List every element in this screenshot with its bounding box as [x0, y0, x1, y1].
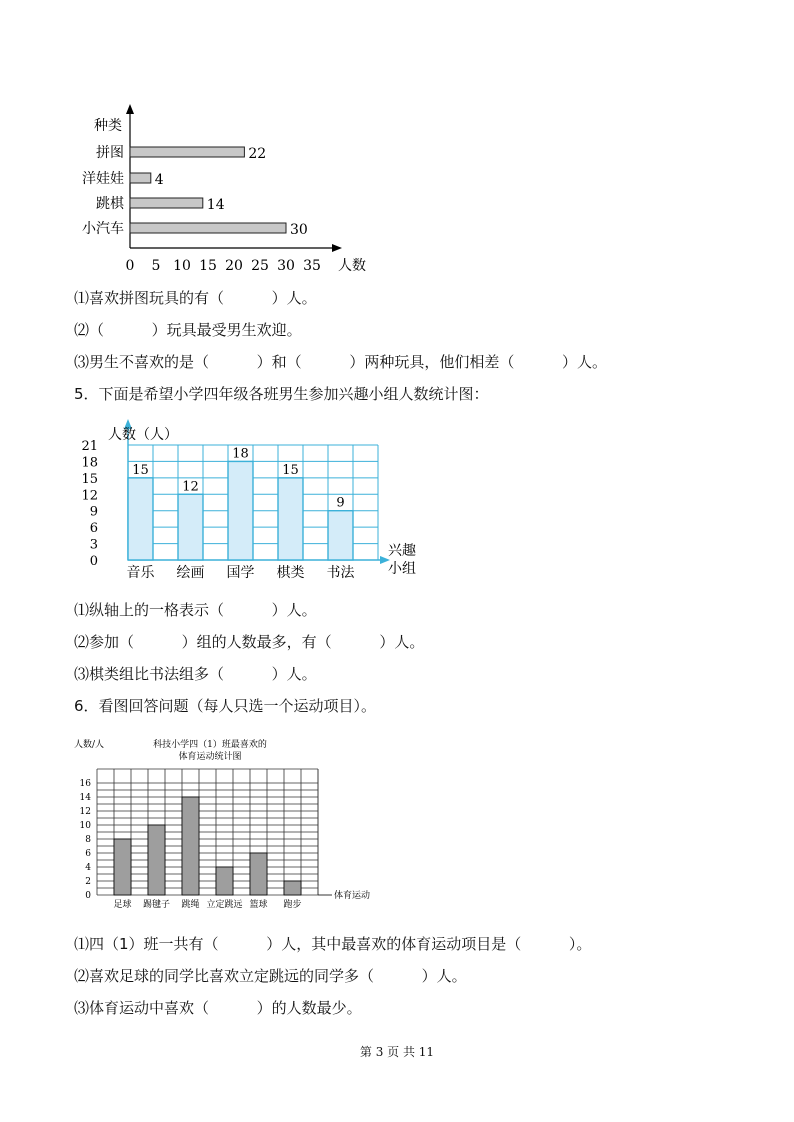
y-tick-label: 9 [89, 504, 98, 520]
chart-title-line2: 体育运动统计图 [178, 752, 242, 762]
y-axis-title: 人数（人） [108, 427, 178, 443]
y-tick-label: 6 [89, 521, 98, 537]
category-label: 踢毽子 [142, 900, 171, 910]
category-label: 国学 [226, 565, 255, 581]
y-tick-label: 12 [81, 488, 98, 504]
category-label: 立定跳远 [206, 900, 243, 910]
data-label: 4 [154, 172, 164, 188]
bar [130, 173, 151, 183]
bar [278, 478, 303, 560]
q5-heading: 5．下面是希望小学四年级各班男生参加兴趣小组人数统计图： [74, 385, 489, 403]
q6-heading: 6．看图回答问题（每人只选一个运动项目）。 [74, 697, 377, 715]
category-label: 足球 [113, 900, 132, 910]
data-label: 15 [282, 462, 299, 478]
x-tick-label: 5 [151, 258, 161, 274]
x-axis-title: 人数 [338, 258, 366, 274]
toy-bar-chart [60, 100, 380, 280]
bar [130, 223, 286, 233]
y-tick-label: 0 [89, 554, 98, 569]
y-axis-title: 人数/人 [74, 740, 105, 750]
q6-3: ⑶体育运动中喜欢（ ）的人数最少。 [74, 999, 362, 1017]
x-axis-title-line2: 小组 [388, 561, 416, 577]
y-tick-label: 16 [79, 779, 91, 789]
category-label: 小汽车 [82, 221, 124, 237]
page-footer: 第 3 页 共 11 [359, 1045, 435, 1059]
bar [328, 511, 353, 560]
y-tick-label: 4 [85, 863, 91, 873]
category-label: 洋娃娃 [82, 171, 124, 187]
y-tick-label: 18 [81, 455, 98, 471]
x-axis-title-line1: 兴趣 [388, 543, 416, 559]
q5-3: ⑶棋类组比书法组多（ ）人。 [74, 665, 317, 683]
q6-1: ⑴四（1）班一共有（ ）人，其中最喜欢的体育运动项目是（ ）。 [74, 935, 592, 953]
y-tick-label: 6 [85, 849, 91, 859]
data-label: 15 [132, 462, 149, 478]
y-tick-label: 8 [85, 835, 91, 845]
y-axis-arrow [126, 104, 134, 114]
interest-group-bar-chart [70, 415, 430, 585]
x-tick-label: 20 [225, 258, 243, 274]
sports-bar-chart [70, 735, 390, 915]
x-tick-label: 15 [199, 258, 217, 274]
data-label: 30 [290, 222, 308, 238]
bar [130, 198, 203, 208]
category-label: 音乐 [126, 565, 155, 581]
bar [182, 797, 199, 895]
y-tick-label: 10 [79, 821, 91, 831]
q4-1: ⑴喜欢拼图玩具的有（ ）人。 [74, 289, 317, 307]
category-label: 拼图 [96, 145, 124, 161]
x-tick-label: 30 [277, 258, 295, 274]
y-tick-label: 0 [85, 891, 91, 901]
category-label: 跳绳 [181, 900, 200, 910]
bar [250, 853, 267, 895]
category-label: 绘画 [176, 565, 205, 581]
data-label: 12 [182, 479, 199, 495]
x-tick-label: 25 [251, 258, 269, 274]
bar [148, 825, 165, 895]
bar [216, 867, 233, 895]
data-label: 18 [232, 446, 249, 462]
q5-2: ⑵参加（ ）组的人数最多，有（ ）人。 [74, 633, 425, 651]
category-label: 跳棋 [96, 196, 124, 212]
bar [284, 881, 301, 895]
y-tick-label: 15 [81, 471, 98, 487]
category-label: 书法 [326, 565, 355, 581]
x-tick-label: 35 [303, 258, 321, 274]
bar [178, 494, 203, 560]
data-label: 9 [336, 495, 345, 511]
bar [128, 478, 153, 560]
bar [114, 839, 131, 895]
y-tick-label: 2 [85, 877, 91, 887]
x-axis-arrow [332, 244, 342, 252]
q6-2: ⑵喜欢足球的同学比喜欢立定跳远的同学多（ ）人。 [74, 967, 467, 985]
x-tick-label: 10 [173, 258, 191, 274]
category-label: 跑步 [283, 900, 302, 910]
y-tick-label: 3 [89, 537, 98, 553]
chart-title-line1: 科技小学四（1）班最喜欢的 [153, 740, 267, 750]
category-label: 棋类 [276, 565, 305, 581]
y-tick-label: 21 [81, 439, 98, 454]
y-axis-title: 种类 [94, 118, 122, 134]
q4-3: ⑶男生不喜欢的是（ ）和（ ）两种玩具，他们相差（ ）人。 [74, 353, 608, 371]
q4-2: ⑵（ ）玩具最受男生欢迎。 [74, 321, 302, 339]
bar [130, 147, 244, 157]
y-tick-label: 14 [79, 793, 91, 803]
data-label: 14 [206, 197, 225, 213]
x-tick-label: 0 [125, 258, 135, 274]
q5-1: ⑴纵轴上的一格表示（ ）人。 [74, 601, 317, 619]
bar [228, 461, 253, 560]
data-label: 22 [248, 146, 267, 162]
y-tick-label: 12 [79, 807, 91, 817]
category-label: 篮球 [249, 900, 268, 910]
x-axis-title: 体育运动 [334, 891, 371, 901]
